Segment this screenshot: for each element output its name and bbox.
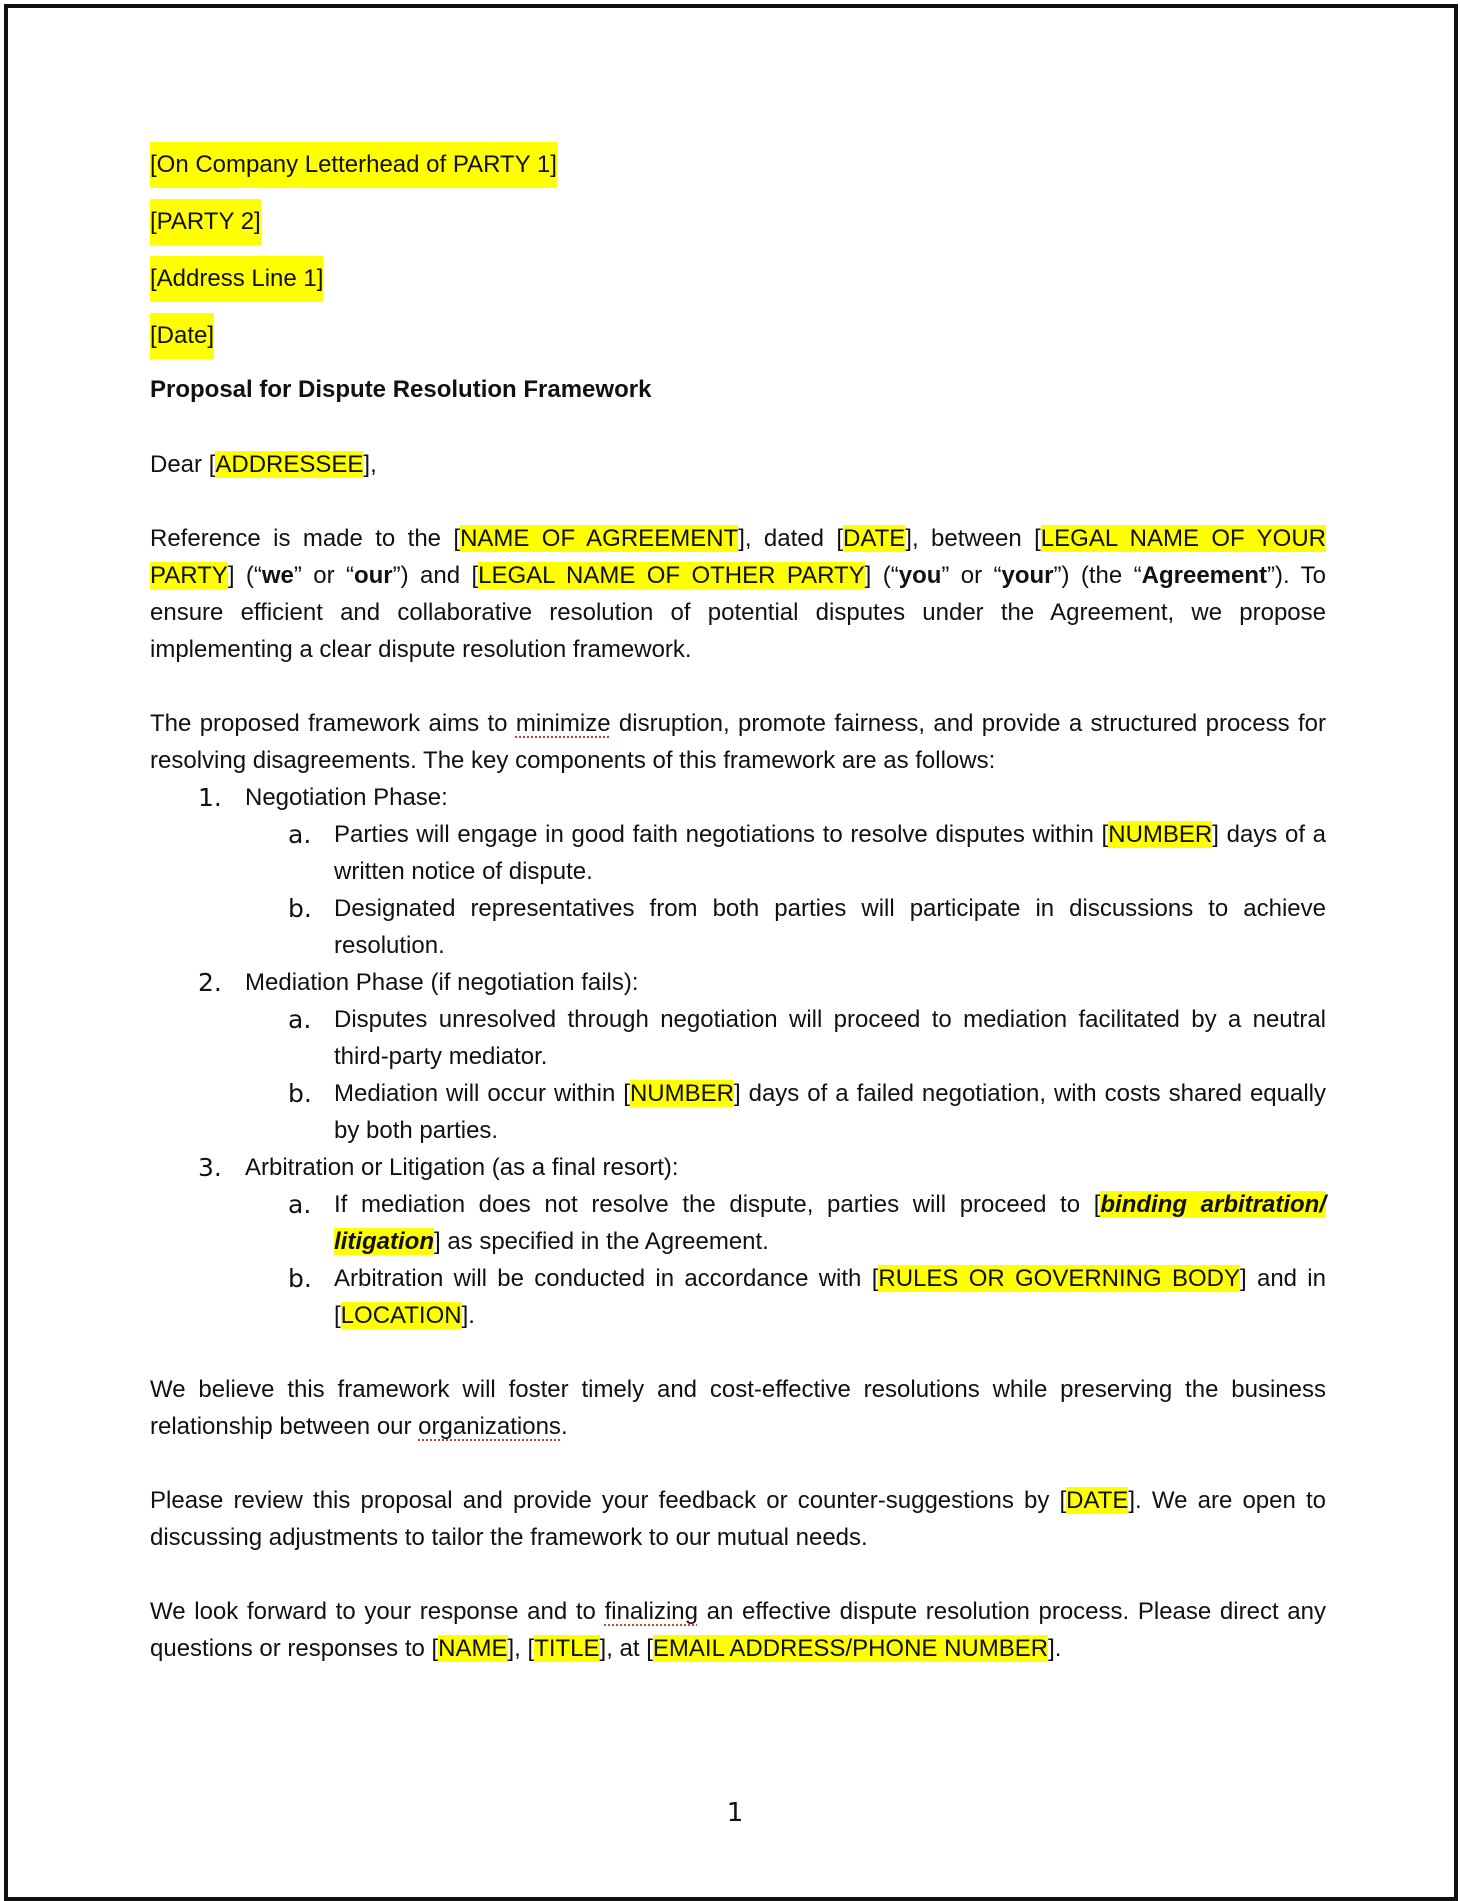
- list-letter: b.: [288, 1079, 312, 1108]
- defined-term-agreement: Agreement: [1141, 562, 1268, 589]
- rules-placeholder: RULES OR GOVERNING BODY: [878, 1265, 1240, 1292]
- list-item-mediation: [150, 964, 1326, 1149]
- defined-term-our: our: [353, 562, 393, 589]
- sub-list: [245, 816, 1326, 964]
- address-placeholder: [Address Line 1]: [150, 256, 323, 302]
- text: ].: [461, 1302, 475, 1329]
- text: ] days of a written notice of dispute.: [334, 821, 1327, 885]
- sub-list-item: [150, 1186, 1326, 1260]
- location-placeholder: LOCATION: [340, 1302, 462, 1329]
- resolution-option-placeholder: binding arbitration/ litigation: [334, 1191, 1326, 1255]
- defined-term-you: you: [898, 562, 942, 589]
- text: ”) and [: [392, 562, 479, 589]
- your-party-placeholder: LEGAL NAME OF YOUR PARTY: [150, 525, 1327, 589]
- text: ], between [: [905, 525, 1041, 552]
- text: Parties will engage in good faith negotiations to resolve disputes within [: [334, 821, 1109, 848]
- text: disruption, promote fairness, and provide a structured process for resolving disagreements. The key components of this framework are as follows:: [150, 710, 1326, 774]
- text: We believe this framework will foster timely and cost-effective resolutions while preserving the business relationship between our: [150, 1376, 1326, 1440]
- spellcheck-word[interactable]: organizations: [418, 1413, 561, 1440]
- agreement-name-placeholder: NAME OF AGREEMENT: [460, 525, 739, 552]
- list-letter: b.: [288, 894, 312, 923]
- text: We look forward to your response and to: [150, 1598, 605, 1625]
- text: ].: [1048, 1635, 1062, 1662]
- text: ]. We are open to discussing adjustments to tailor the framework to our mutual needs.: [150, 1487, 1326, 1551]
- letterhead-placeholder: [On Company Letterhead of PARTY 1]: [150, 142, 557, 188]
- text: Please review this proposal and provide your feedback or counter-suggestions by [: [150, 1487, 1067, 1514]
- party2-placeholder: [PARTY 2]: [150, 199, 261, 245]
- text: ] and in [: [334, 1265, 1326, 1329]
- text: ] as specified in the Agreement.: [433, 1228, 769, 1255]
- other-party-placeholder: LEGAL NAME OF OTHER PARTY: [478, 562, 865, 589]
- number-placeholder: NUMBER: [1108, 821, 1213, 848]
- text: ”) (the “: [1053, 562, 1142, 589]
- salutation-prefix: Dear [: [150, 451, 216, 478]
- list-number: 2.: [198, 968, 222, 997]
- spellcheck-word[interactable]: finalizing: [604, 1598, 698, 1625]
- defined-term-your: your: [1001, 562, 1054, 589]
- review-paragraph: [150, 1482, 1326, 1556]
- sub-list-item: [150, 1260, 1326, 1334]
- text: Mediation will occur within [: [334, 1080, 630, 1107]
- reference-paragraph: [150, 520, 1326, 668]
- sub-list: [245, 1186, 1326, 1334]
- text: ” or “: [293, 562, 354, 589]
- sub-list-item: [150, 890, 1326, 964]
- contact-details-placeholder: EMAIL ADDRESS/PHONE NUMBER: [652, 1635, 1049, 1662]
- date-placeholder: [Date]: [150, 313, 214, 359]
- text: .: [560, 1413, 568, 1440]
- text: ] days of a failed negotiation, with costs shared equally by both parties.: [334, 1080, 1326, 1144]
- closing-paragraph: [150, 1593, 1326, 1667]
- contact-name-placeholder: NAME: [438, 1635, 508, 1662]
- text: If mediation does not resolve the dispute, parties will proceed to [: [334, 1191, 1101, 1218]
- text: ], dated [: [738, 525, 844, 552]
- sub-list-item: [150, 1075, 1326, 1149]
- number-placeholder: NUMBER: [629, 1080, 734, 1107]
- sub-list-item: [150, 816, 1326, 890]
- list-number: 1.: [198, 783, 222, 812]
- text: Disputes unresolved through negotiation will proceed to mediation facilitated by a neutral third-party mediator.: [334, 1006, 1326, 1070]
- text: ” or “: [941, 562, 1002, 589]
- text: Designated representatives from both parties will participate in discussions to achieve resolution.: [334, 895, 1326, 959]
- list-letter: b.: [288, 1264, 312, 1293]
- text: The proposed framework aims to: [150, 710, 516, 737]
- list-item-arbitration: [150, 1149, 1326, 1334]
- addressee-placeholder: ADDRESSEE: [215, 451, 364, 478]
- list-item-label: Negotiation Phase:: [245, 784, 448, 811]
- salutation-suffix: ],: [363, 451, 377, 478]
- text: Arbitration will be conducted in accordance with [: [334, 1265, 879, 1292]
- list-letter: a.: [288, 1005, 312, 1034]
- page-number: 1: [726, 1798, 744, 1828]
- text: ] (“: [864, 562, 899, 589]
- document-title: Proposal for Dispute Resolution Framework: [150, 376, 652, 403]
- contact-title-placeholder: TITLE: [534, 1635, 600, 1662]
- list-item-label: Arbitration or Litigation (as a final resort):: [245, 1154, 679, 1181]
- feedback-date-placeholder: DATE: [1066, 1487, 1129, 1514]
- address-line: [150, 256, 1326, 313]
- list-number: 3.: [198, 1153, 222, 1182]
- text: ”). To ensure efficient and collaborative resolution of potential disputes under the Agreement, we propose implementing a clear dispute resolution framework.: [150, 562, 1326, 663]
- sub-list: [245, 1001, 1326, 1149]
- list-item-label: Mediation Phase (if negotiation fails):: [245, 969, 639, 996]
- date-line: [150, 313, 1326, 370]
- belief-paragraph: [150, 1371, 1326, 1445]
- document-page: [4, 4, 1458, 1901]
- sub-list-item: [150, 1001, 1326, 1075]
- text: ] (“: [227, 562, 262, 589]
- agreement-date-placeholder: DATE: [843, 525, 906, 552]
- list-letter: a.: [288, 820, 312, 849]
- text: Reference is made to the [: [150, 525, 461, 552]
- framework-intro-paragraph: [150, 705, 1326, 779]
- spellcheck-word[interactable]: minimize: [515, 710, 611, 737]
- letterhead-line: [150, 142, 1326, 199]
- salutation: [150, 446, 1326, 520]
- framework-list: [150, 779, 1326, 1334]
- party2-line: [150, 199, 1326, 256]
- list-letter: a.: [288, 1190, 312, 1219]
- document-body: [150, 142, 1326, 1704]
- list-item-negotiation: [150, 779, 1326, 964]
- text: an effective dispute resolution process. Please direct any questions or responses to [: [150, 1598, 1326, 1662]
- text: ], at [: [599, 1635, 653, 1662]
- text: ], [: [507, 1635, 535, 1662]
- defined-term-we: we: [261, 562, 294, 589]
